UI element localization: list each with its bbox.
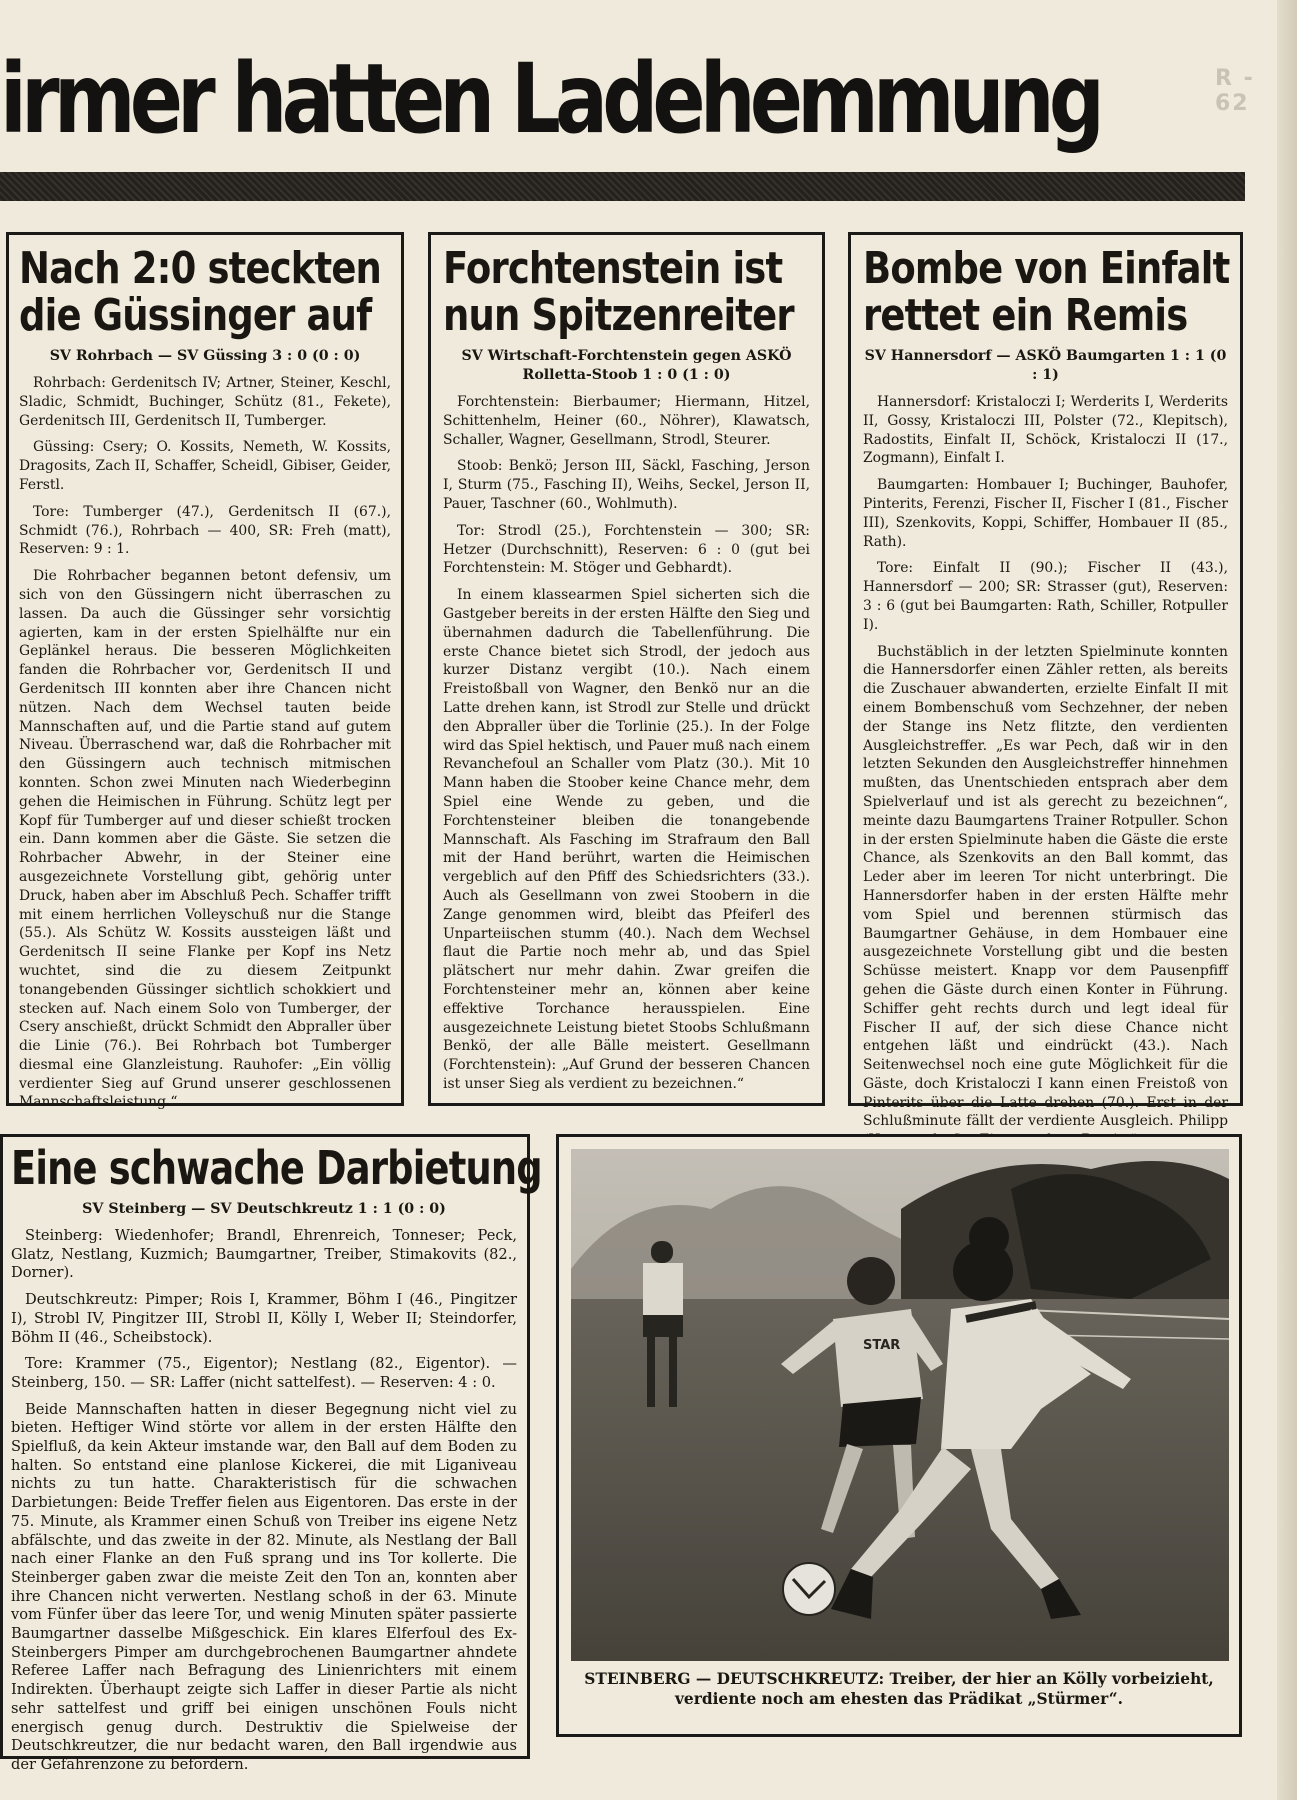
article-title-line: Forchtenstein ist	[443, 243, 783, 294]
match-facts: Tore: Krammer (75., Eigentor); Nestlang (82., Eigentor). — Steinberg, 150. — SR: Laffer (nicht sattelfest). — Reserven: 4 : 0.	[11, 1355, 517, 1391]
match-report: Buchstäblich in der letzten Spielminute konnten die Hannersdorfer einen Zähler retten, als bereits die Zuschauer abwanderten, erzielte Einfalt II mit einem Bombenschuß vom Sechzehner, der neben der Stange ins Netz flitzte, den verdienten Ausgleichstreffer. „Es war Pech, daß wir in den letzten Sekunden den Ausgleichstreffer hinnehmen mußten, das Unentschieden entsprach aber dem Spielverlauf und ist als gerecht zu bezeichnen“, meinte dazu Baumgartens Trainer Rotpuller. Schon in der ersten Spielminute haben die Gäste die erste Chance, als Szenkovits an den Ball kommt, das Leder aber im leeren Tor nicht unterbringt. Die Hannersdorfer haben in der ersten Hälfte mehr vom Spiel und berennen stürmisch das Baumgartner Gehäuse, in dem Hombauer eine ausgezeichnete Vorstellung gibt und die besten Schüsse meistert. Knapp vor dem Pausenpfiff gehen die Gäste durch einen Konter in Führung. Schiffer geht rechts durch und legt ideal für Fischer II auf, der sich diese Chance nicht entgehen läßt und eindrückt (43.). Nach Seitenwechsel noch eine gute Möglichkeit für die Gäste, doch Kristaloczi I kann einen Freistoß von Pinterits über die Latte drehen (70.). Erst in der Schlußminute fällt der verdiente Ausgleich. Philipp	[863, 643, 1228, 1130]
match-facts: Tor: Strodl (25.), Forchtenstein — 300; SR: Hetzer (Durchschnitt), Reserven: 6 : 0 (gut bei Forchtenstein: M. Stöger und Gebhardt).	[443, 522, 810, 577]
lineup-away: Güssing: Csery; O. Kossits, Nemeth, W. Kossits, Dragosits, Zach II, Schaffer, Scheidl, Gibiser, Geider, Ferstl.	[19, 439, 391, 493]
photo-box	[556, 1134, 1242, 1737]
match-result: SV Wirtschaft-Forchtenstein gegen ASKÖ Rolletta-Stoob 1 : 0 (1 : 0)	[461, 348, 792, 383]
article-rohrbach-guessing	[6, 232, 404, 1111]
shirt-text: STAR	[863, 1338, 901, 1353]
photo-caption: STEINBERG — DEUTSCHKREUTZ: Treiber, der hier an Kölly vorbeizieht, verdiente noch am ehesten das Prädikat „Stürmer“.	[584, 1670, 1214, 1708]
article-title	[19, 243, 382, 341]
article-title	[863, 243, 1230, 341]
article-hannersdorf-baumgarten	[848, 232, 1243, 1130]
match-report: Die Rohrbacher begannen betont defensiv, um sich von den Güssingern nicht überraschen zu lassen. Da auch die Güssinger sehr vorsichtig agierten, kam in der ersten Spielhälfte nur ein Geplänkel heraus. Die besseren Möglichkeiten fanden die Rohrbacher vor, Gerdenitsch II und Gerdenitsch III konnten aber ihre Chancen nicht nützen. Nach dem Wechsel tauten beide Mannschaften auf, und die Partie stand auf gutem Niveau. Überraschend war, daß die Rohrbacher mit den Güssingern auch technisch mitmischen konnten. Schon zwei Minuten nach Wiederbeginn gehen die Heimischen in Führung. Schütz legt per Kopf für Tumberger auf und dieser schießt trocken ein. Dann kommen aber die Gäste. Sie setzen die Rohrbacher Abwehr, in der Steiner eine ausgezeichnete Vorstellung gibt, gehörig unter Druck, haben aber im Abschluß Pech. Schaffer trifft mit einem herrlichen Volleyschuß nur die Stange (55.). Als Schütz W. Kossits aussteigen läßt und Gerdenitsch II seine Flanke per Kopf ins Netz wuchtet, sind die zu diesem Zeitpunkt tonangebenden Güssinger sichtlich schokkiert und stecken auf. Nach einem Solo von Tumberger, der Csery anschießt, drückt Schmidt den Abpraller über die Linie (76.). Bei Rohrbach bot Tumberger diesmal eine Glanzleistung. Rauhofer: „Ein völlig verdienter Sieg auf Grund unserer geschlossenen Mannschaftsleistung.“	[19, 568, 391, 1111]
article-title-line: nun Spitzenreiter	[443, 290, 794, 341]
match-result: SV Steinberg — SV Deutschkreutz 1 : 1 (0 : 0)	[82, 1201, 446, 1217]
article-title-line: rettet ein Remis	[863, 290, 1188, 341]
page-edge	[1277, 0, 1297, 1800]
match-facts: Tore: Tumberger (47.), Gerdenitsch II (67.), Schmidt (76.), Rohrbach — 400, SR: Freh (matt), Reserven: 9 : 1.	[19, 503, 391, 558]
headline-rule	[0, 172, 1245, 201]
lineup-home: Steinberg: Wiedenhofer; Brandl, Ehrenreich, Tonneser; Peck, Glatz, Nestlang, Kuzmich; Baumgartner, Treiber, Stimakovits (82., Dorner).	[11, 1227, 517, 1282]
lineup-home: Hannersdorf: Kristaloczi I; Werderits I, Werderits II, Gossy, Kristaloczi III, Polster (72., Klepitsch), Radostits, Einfalt II, Schöck, Kristaloczi II (17., Zogmann), Einfalt I.	[863, 394, 1228, 467]
article-title-line: Bombe von Einfalt	[863, 243, 1230, 294]
lineup-away: Baumgarten: Hombauer I; Buchinger, Bauhofer, Pinterits, Ferenzi, Fischer II, Fischer I (81., Fischer III), Szenkovits, Koppi, Schiffer, Hombauer II (85., Rath).	[863, 477, 1228, 550]
article-title: Eine schwache Darbietung	[11, 1141, 542, 1195]
match-result: SV Hannersdorf — ASKÖ Baumgarten 1 : 1 (0 : 1)	[864, 348, 1227, 383]
lineup-home: Forchtenstein: Bierbaumer; Hiermann, Hitzel, Schittenhelm, Heiner (60., Nöhrer), Klawatsch, Schaller, Wagner, Gesellmann, Strodl, Steurer.	[443, 394, 810, 448]
article-title	[443, 243, 794, 341]
match-result: SV Rohrbach — SV Güssing 3 : 0 (0 : 0)	[49, 348, 361, 364]
article-steinberg-deutschkreutz	[0, 1134, 542, 1773]
article-title-line: Nach 2:0 steckten	[19, 243, 382, 294]
corner-print: R - 62	[1215, 66, 1255, 116]
page-headline: irmer hatten Ladehemmung	[0, 43, 1100, 155]
match-photo	[571, 1149, 1229, 1661]
match-report: Beide Mannschaften hatten in dieser Begegnung nicht viel zu bieten. Heftiger Wind störte vor allem in der ersten Hälfte den Spielfluß, da kein Akteur imstande war, den Ball auf dem Boden zu halten. So entstand eine planlose Kickerei, die mit Liganiveau nichts zu tun hatte. Charakteristisch für die schwachen Darbietungen: Beide Treffer fielen aus Eigentoren. Das erste in der 75. Minute, als Krammer einen Schuß von Treiber ins eigene Netz abfälschte, und das zweite in der 82. Minute, als Nestlang der Ball nach einer Flanke an den Fuß sprang und ins Tor kollerte. Die Steinberger gaben zwar die meiste Zeit den Ton an, konnten aber ihre Chancen nicht verwerten. Nestlang schoß in der 63. Minute vom Fünfer über das leere Tor, und wenig Minuten später passierte Baumgartner dasselbe Mißgeschick. Ein klares Elferfoul des Ex-Steinbergers Pimper am durchgebrochenen Baumgartner ahndete Referee Laffer nach Befragung des Linienrichters mit einem Indirekten. Überhaupt zeigte sich Laffer in dieser Partie als nicht sehr sattelfest und griff bei einigen unschönen Fouls nicht energisch genug durch. Destruktiv die Spielweise der Deutschkreutzer, die nur bedacht waren, den Ball irgendwie aus der Gefahrenzone zu befördern.	[11, 1400, 517, 1773]
article-title-line: die Güssinger auf	[19, 290, 372, 341]
match-report: In einem klassearmen Spiel sicherten sich die Gastgeber bereits in der ersten Hälfte den Sieg und übernahmen dadurch die Tabellenführung. Die erste Chance bietet sich Strodl, der jedoch aus kurzer Distanz vergibt (10.). Nach einem Freistoßball von Wagner, den Benkö nur an die Latte drehen kann, ist Strodl zur Stelle und drückt den Abpraller über die Torlinie (25.). In der Folge wird das Spiel hektisch, und Pauer muß nach einem Revanchefoul an Schaller vom Platz (30.). Mit 10 Mann haben die Stoober keine Chance mehr, dem Spiel eine Wende zu geben, und die Forchtensteiner bleiben die tonangebende Mannschaft. Als Fasching im Strafraum den Ball mit der Hand berührt, warten die Heimischen vergeblich auf den Pfiff des Schiedsrichters (33.). Auch als Gesellmann von zwei Stoobern in die Zange genommen wird, bleibt das Pfeiferl des Unparteiischen stumm (40.). Nach dem Wechsel flaut die Partie noch mehr ab, und das Spiel plätschert nur mehr dahin. Zwar greifen die Forchtensteiner mehr an, können aber keine effektive Torchance herausspielen. Eine ausgezeichnete Leistung bietet Stoobs Schlußmann Benkö, der alle Bälle meistert. Gesellmann (Forchtenstein): „Auf Grund der besseren Chancen ist unser Sieg als verdient zu bezeichnen.“	[443, 587, 810, 1092]
article-forchtenstein-stoob	[428, 232, 825, 1106]
lineup-away: Deutschkreutz: Pimper; Rois I, Krammer, Böhm I (46., Pingitzer I), Strobl IV, Pingitzer III, Strobl II, Kölly I, Weber II; Steindorfer, Böhm II (46., Scheibstock).	[11, 1291, 517, 1346]
match-facts: Tore: Einfalt II (90.); Fischer II (43.), Hannersdorf — 200; SR: Strasser (gut), Reserven: 3 : 6 (gut bei Baumgarten: Rath, Schiller, Rotpuller I).	[863, 560, 1228, 633]
lineup-away: Stoob: Benkö; Jerson III, Säckl, Fasching, Jerson I, Sturm (75., Fasching II), Weihs, Seckel, Jerson II, Pauer, Taschner (60., Wohlmuth).	[443, 458, 810, 512]
match-photo-image	[571, 1149, 1229, 1661]
lineup-home: Rohrbach: Gerdenitsch IV; Artner, Steiner, Keschl, Sladic, Schmidt, Buchinger, Schütz (81., Fekete), Gerdenitsch III, Gerdenitsch II, Tumberger.	[19, 375, 391, 429]
